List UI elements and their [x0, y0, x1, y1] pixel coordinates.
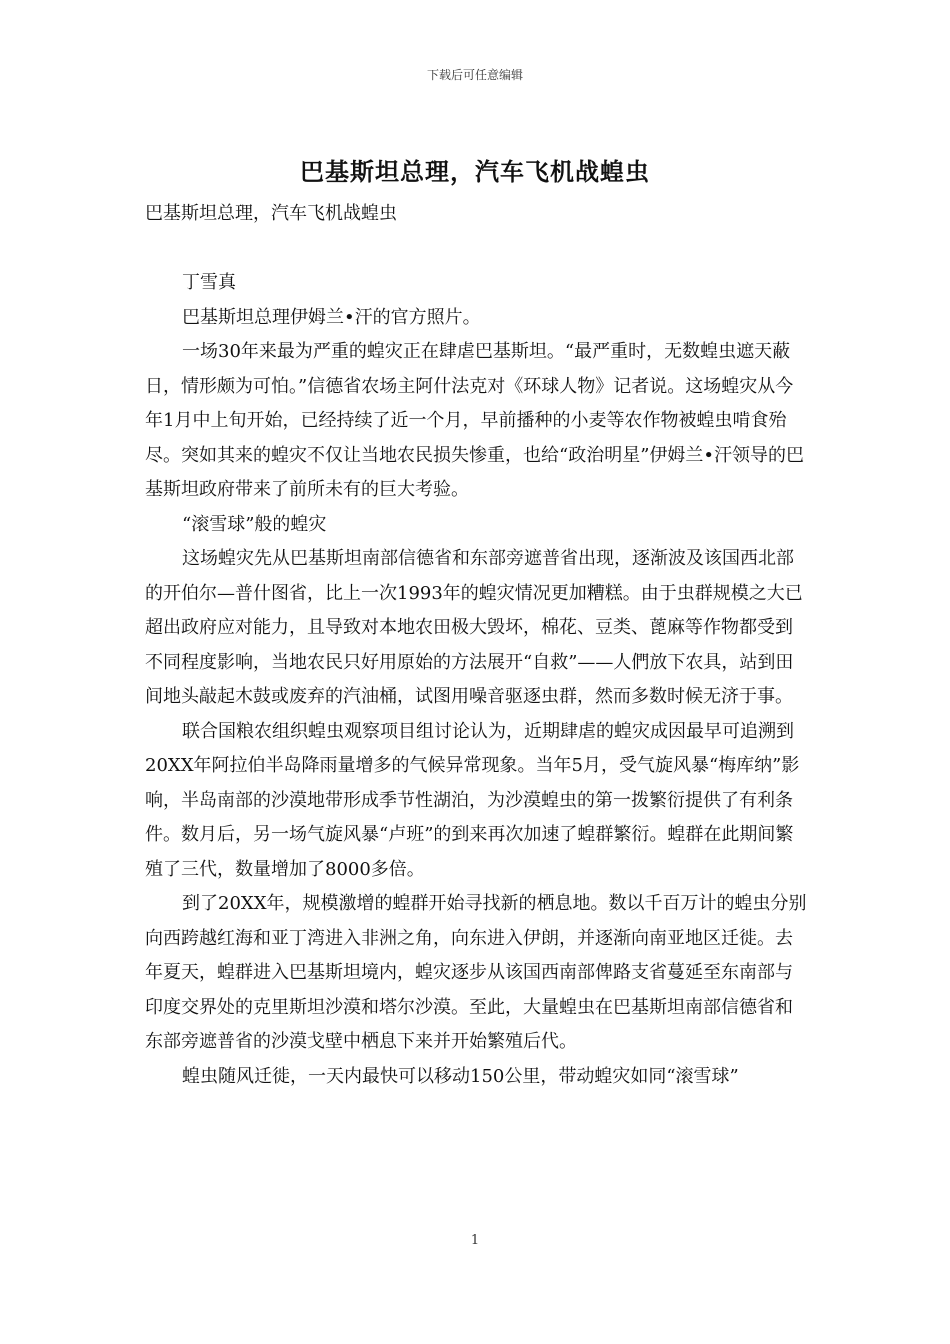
paragraph: 联合国粮农组织蝗虫观察项目组讨论认为，近期肆虐的蝗灾成因最早可追溯到20XX年阿拉伯半岛降雨量增多的气候异常现象。当年5月，受气旋风暴“梅库纳”影响，半岛南部的沙漠地带形成季节性湖泊，为沙漠蝗虫的第一拨繁衍提供了有利条件。数月后，另一场气旋风暴“卢班”的到来再次加速了蝗群繁衍。蝗群在此期间繁殖了三代，数量增加了8000多倍。 — [145, 720, 800, 880]
paragraph: 到了20XX年，规模激增的蝗群开始寻找新的栖息地。数以千百万计的蝗虫分别向西跨越红海和亚丁湾进入非洲之角，向东进入伊朗，并逐渐向南亚地区迁徙。去年夏天，蝗群进入巴基斯坦境内，蝗灾逐步从该国西南部俾路支省蔓延至东南部与印度交界处的克里斯坦沙漠和塔尔沙漠。至此，大量蝗虫在巴基斯坦南部信德省和东部旁遮普省的沙漠戈壁中栖息下来并开始繁殖后代。 — [145, 893, 807, 1052]
page-number: 1 — [470, 1233, 480, 1248]
paragraph: 这场蝗灾先从巴基斯坦南部信德省和东部旁遮普省出现，逐渐波及该国西北部的开伯尔—普什图省，比上一次1993年的蝗灾情况更加糟糕。由于虫群规模之大已超出政府应对能力，且导致对本地农田极大毁坏，棉花、豆类、蓖麻等作物都受到不同程度影响，当地农民只好用原始的方法展开“自救”——人們放下农具，站到田间地头敲起木鼓或废弃的汽油桶，试图用噪音驱逐虫群，然而多数时候无济于事。 — [145, 548, 803, 707]
paragraph: 一场30年来最为严重的蝗灾正在肆虐巴基斯坦。“最严重时，无数蝗虫遮天蔽日，情形颇为可怕。”信德省农场主阿什法克对《环球人物》记者说。这场蝗灾从今年1月中上旬开始，已经持续了近一个月，早前播种的小麦等农作物被蝗虫啃食殆尽。突如其来的蝗灾不仅让当地农民损失惨重，也给“政治明星”伊姆兰•汗领导的巴基斯坦政府带来了前所未有的巨大考验。 — [145, 341, 805, 500]
document-title: 巴基斯坦总理，汽车飞机战蝗虫 — [300, 158, 650, 186]
section-heading: “滚雪球”般的蝗灾 — [182, 513, 327, 535]
document-subtitle: 巴基斯坦总理，汽车飞机战蝗虫 — [145, 203, 397, 224]
paragraph: 蝗虫随风迁徙，一天内最快可以移动150公里，带动蝗灾如同“滚雪球” — [182, 1065, 739, 1087]
author-line: 丁雪真 — [182, 272, 236, 293]
page-header: 下载后可任意编辑 — [426, 68, 523, 82]
document-body — [145, 197, 807, 1094]
photo-caption: 巴基斯坦总理伊姆兰•汗的官方照片。 — [182, 306, 481, 328]
